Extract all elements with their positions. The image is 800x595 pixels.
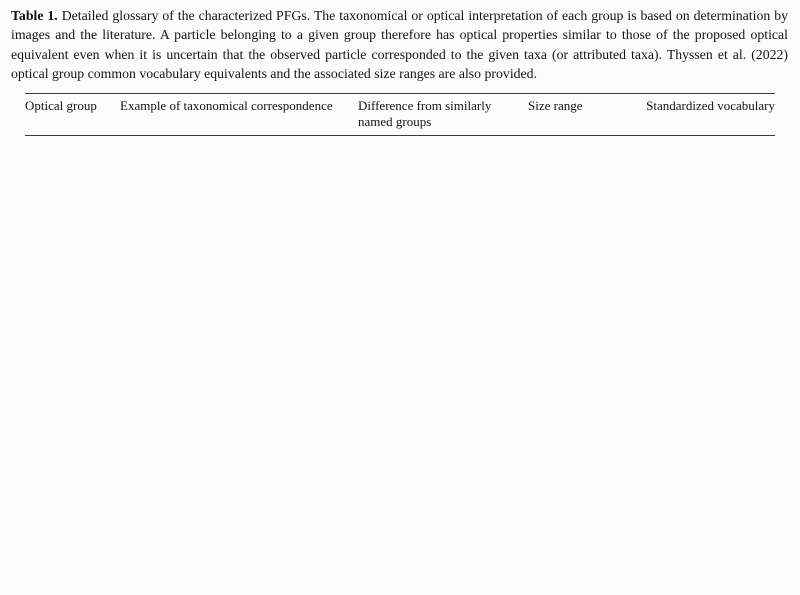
column-header-optical-group: Optical group xyxy=(25,97,97,113)
column-header-difference: Difference from similarly named groups xyxy=(358,97,492,129)
table-header xyxy=(25,93,775,135)
table-caption xyxy=(0,0,800,84)
column-header-standardized-vocabulary: Standardized vocabulary xyxy=(646,97,775,113)
pfg-glossary-table xyxy=(25,93,775,136)
table-header-row xyxy=(25,93,775,135)
table-caption-text: Detailed glossary of the characterized PFGs. The taxonomical or optical interpretation of each group is based on determination by images and the literature. A particle belonging to a given group therefore has optical properties similar to those of the proposed optical equivalent even when it is uncertain that the observed particle corresponded to the given taxa (or attributed taxa). Thyssen et al. (2022) optical group common vocabulary equivalents and the associated size ranges are also provided. xyxy=(11,8,788,82)
column-header-size-range: Size range xyxy=(528,97,583,113)
table-caption-label: Table 1. xyxy=(11,8,58,23)
column-header-taxonomy-example: Example of taxonomical correspondence xyxy=(120,97,333,113)
